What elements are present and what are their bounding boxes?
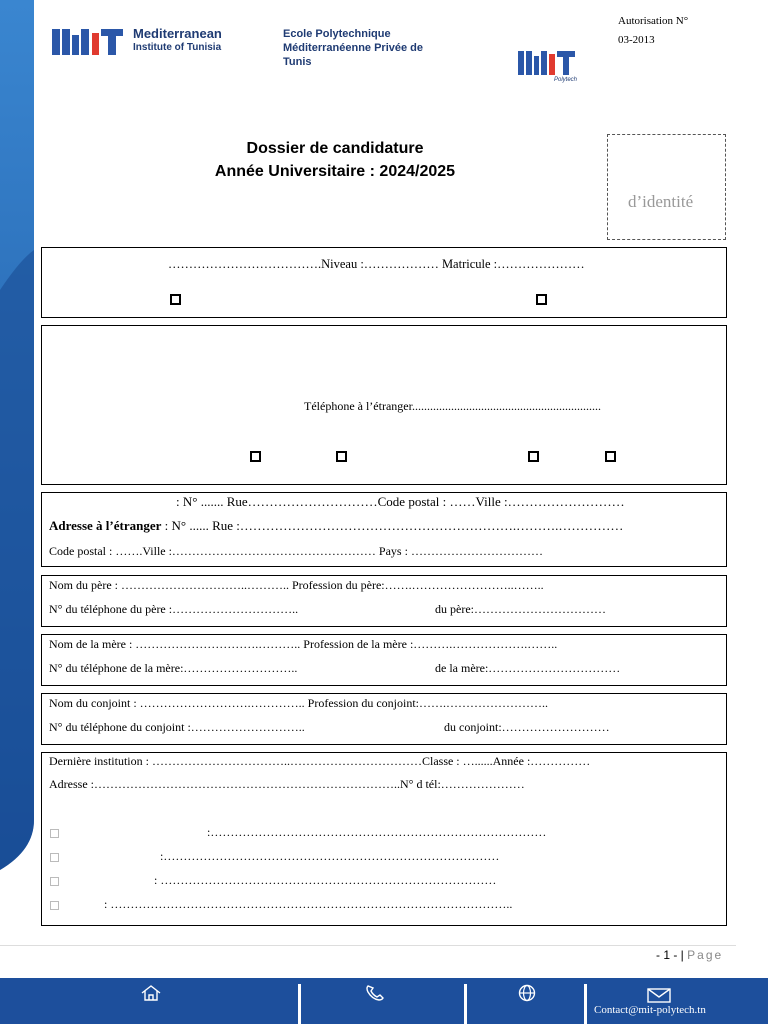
checkbox[interactable] bbox=[50, 877, 59, 886]
document-title bbox=[150, 137, 520, 183]
footer-divider bbox=[0, 945, 736, 946]
checkbox[interactable] bbox=[605, 451, 616, 462]
checkbox[interactable] bbox=[336, 451, 347, 462]
checkbox[interactable] bbox=[170, 294, 181, 305]
address-abroad-value: : N° ...... Rue :……………………………………………………….……….…………… bbox=[161, 518, 624, 533]
father-line1: Nom du père : …………………………..……….. Profession du père:…….……………………..…….. bbox=[49, 578, 544, 592]
section-spouse bbox=[41, 693, 727, 745]
program-line: ……………………………….Niveau :……………… Matricule :………………… bbox=[168, 257, 585, 271]
spouse-line1: Nom du conjoint : ……………………….………….. Profession du conjoint:…….…………………….. bbox=[49, 696, 548, 710]
side-wave-decoration bbox=[0, 0, 40, 880]
section-mother bbox=[41, 634, 727, 686]
education-row4: : ……………………………………………………………………………………….. bbox=[104, 897, 513, 911]
spouse-extra: du conjoint:……………………… bbox=[444, 720, 610, 734]
checkbox[interactable] bbox=[50, 901, 59, 910]
contact-email[interactable]: Contact@mit-polytech.tn bbox=[594, 1004, 706, 1016]
title-line1: Dossier de candidature bbox=[246, 140, 424, 157]
photo-placeholder bbox=[607, 134, 726, 240]
home-icon bbox=[140, 984, 162, 1002]
footer-separator bbox=[298, 984, 301, 1024]
section-identity bbox=[41, 325, 727, 485]
mit-logo-line2: Institute of Tunisia bbox=[133, 42, 222, 53]
photo-label: d’identité bbox=[628, 192, 694, 211]
footer-separator bbox=[464, 984, 467, 1024]
checkbox[interactable] bbox=[250, 451, 261, 462]
father-extra: du père:…………………………… bbox=[435, 602, 606, 616]
phone-abroad-field: Téléphone à l’étranger............................................................... bbox=[304, 399, 601, 413]
checkbox[interactable] bbox=[50, 829, 59, 838]
polytech-sub-label: Polytech bbox=[554, 77, 578, 83]
page-word: Page bbox=[687, 948, 724, 962]
address-abroad-label: Adresse à l’étranger bbox=[49, 518, 162, 533]
mother-phone: N° du téléphone de la mère:……………………….. bbox=[49, 661, 298, 675]
checkbox[interactable] bbox=[50, 853, 59, 862]
father-phone: N° du téléphone du père :………………………….. bbox=[49, 602, 299, 616]
mit-logo-text bbox=[133, 27, 222, 55]
checkbox[interactable] bbox=[528, 451, 539, 462]
phone-icon bbox=[365, 984, 385, 1002]
education-line1: Dernière institution : ……………………………..……………………………Classe : …......Année :…………… bbox=[49, 754, 591, 768]
address-abroad-line bbox=[49, 518, 623, 534]
education-row3: : ………………………………………………………………………… bbox=[154, 873, 497, 887]
footer-separator bbox=[584, 984, 587, 1024]
address-line3: Code postal : …….Ville :…………………………………………… Pays : …………………………… bbox=[49, 544, 543, 558]
section-address bbox=[41, 492, 727, 567]
section-education bbox=[41, 752, 727, 926]
section-program bbox=[41, 247, 727, 318]
globe-icon bbox=[516, 984, 538, 1002]
authorisation-line2: 03-2013 bbox=[618, 34, 655, 46]
education-line2: Adresse :…………………………………………………………………..N° d tél:………………… bbox=[49, 777, 525, 791]
education-row2: :………………………………………………………………………… bbox=[160, 849, 500, 863]
mit-logo-line1: Mediterranean bbox=[133, 26, 222, 41]
section-father bbox=[41, 575, 727, 627]
mit-logo-icon bbox=[52, 27, 128, 57]
authorisation-block bbox=[618, 12, 688, 50]
address-line1: : N° ....... Rue…………………………Code postal : ……Ville :……………………… bbox=[176, 494, 625, 509]
mail-icon bbox=[647, 988, 671, 1003]
mother-extra: de la mère:…………………………… bbox=[435, 661, 621, 675]
title-line2: Année Universitaire : 2024/2025 bbox=[214, 163, 456, 180]
checkbox[interactable] bbox=[536, 294, 547, 305]
authorisation-line1: Autorisation N° bbox=[618, 15, 689, 27]
spouse-phone: N° du téléphone du conjoint :……………………….. bbox=[49, 720, 305, 734]
page-number bbox=[656, 948, 723, 962]
school-name: Ecole Polytechnique Méditerranéenne Privée de Tunis bbox=[283, 28, 424, 68]
page-number-value: - 1 - | bbox=[656, 948, 684, 962]
education-row1: :………………………………………………………………………… bbox=[207, 825, 547, 839]
polytech-logo-icon bbox=[518, 48, 578, 78]
mother-line1: Nom de la mère : ………………………….……….. Profession de la mère :……….……………….…….. bbox=[49, 637, 558, 651]
